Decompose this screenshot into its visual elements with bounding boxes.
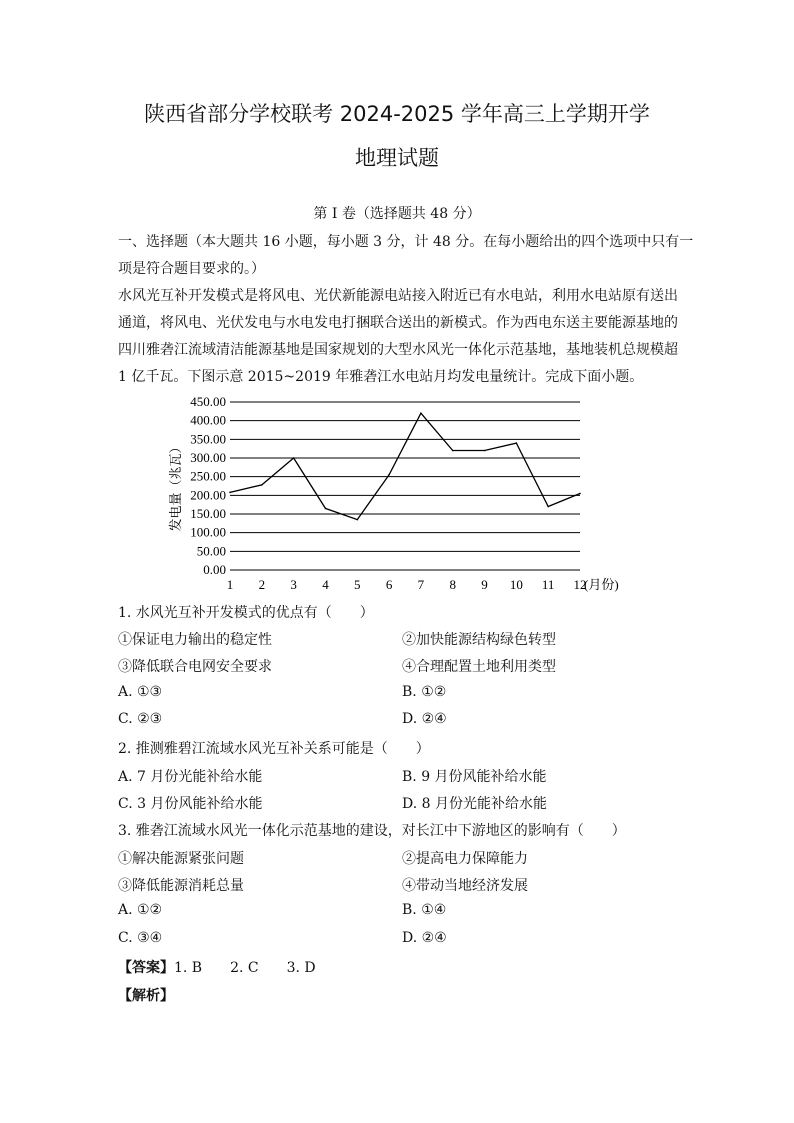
data-point xyxy=(484,450,486,452)
y-axis-label: 发电量（兆瓦） xyxy=(168,440,183,532)
x-tick-label: 6 xyxy=(385,577,393,592)
y-tick-label: 400.00 xyxy=(190,412,226,428)
series-line xyxy=(230,413,580,519)
y-tick-label: 450.00 xyxy=(190,394,226,409)
power-generation-chart xyxy=(160,390,640,600)
y-tick-label: 300.00 xyxy=(190,450,226,465)
passage-line: 通道，将风电、光伏发电与水电发电打捆联合送出的新模式。作为西电东送主要能源基地的 xyxy=(118,315,678,331)
y-tick-label: 250.00 xyxy=(190,468,226,484)
question-3-option-a: A. ①② xyxy=(118,902,163,918)
y-tick-label: 50.00 xyxy=(196,543,226,559)
y-tick-label: 200.00 xyxy=(190,487,226,503)
data-point xyxy=(579,493,581,495)
x-tick-label: 3 xyxy=(290,577,297,592)
y-tick-label: 150.00 xyxy=(190,506,226,521)
analysis-label: 【解析】 xyxy=(118,988,174,1004)
x-tick-label: 10 xyxy=(509,577,523,592)
data-point xyxy=(229,492,231,494)
data-point xyxy=(420,412,422,414)
data-point xyxy=(356,519,358,521)
x-tick-label: 11 xyxy=(541,577,555,592)
question-1-item: ②加快能源结构绿色转型 xyxy=(402,632,556,648)
data-point xyxy=(452,450,454,452)
question-1-option-d: D. ②④ xyxy=(402,711,447,727)
question-3-item: ②提高电力保障能力 xyxy=(402,851,528,867)
question-1-option-b: B. ①② xyxy=(402,684,447,700)
question-3-item: ④带动当地经济发展 xyxy=(402,878,528,894)
document-title-line1: 陕西省部分学校联考 2024-2025 学年高三上学期开学 xyxy=(144,102,650,126)
question-1-item: ③降低联合电网安全要求 xyxy=(118,659,272,675)
x-tick-label: 8 xyxy=(449,577,456,592)
question-3-item: ①解决能源紧张问题 xyxy=(118,851,244,867)
x-tick-label: 12 xyxy=(573,577,587,592)
instructions-line2: 项是符合题目要求的。） xyxy=(118,261,265,277)
question-3-option-d: D. ②④ xyxy=(402,930,447,946)
document-title-line2: 地理试题 xyxy=(355,146,439,170)
question-2-stem: 2. 推测雅碧江流域水风光互补关系可能是（ ） xyxy=(118,741,430,757)
x-tick-label: 2 xyxy=(258,577,266,592)
answer-label: 【答案】 xyxy=(118,960,174,976)
x-axis-unit: (月份) xyxy=(584,577,619,592)
data-point xyxy=(516,442,518,444)
question-3-option-b: B. ①④ xyxy=(402,902,447,918)
y-tick-label: 350.00 xyxy=(190,431,226,447)
data-point xyxy=(547,506,549,508)
section-header: 第 I 卷（选择题共 48 分） xyxy=(313,206,481,222)
answer-line xyxy=(118,957,316,977)
question-2-option-a: A. 7 月份光能补给水能 xyxy=(118,769,263,785)
passage-line: 1 亿千瓦。下图示意 2015~2019 年雅砻江水电站月均发电量统计。完成下面小题。 xyxy=(118,369,644,385)
answer-text: 1. B 2. C 3. D xyxy=(174,960,316,976)
x-tick-label: 7 xyxy=(417,577,425,592)
data-point xyxy=(293,457,295,459)
x-tick-label: 5 xyxy=(354,577,361,592)
question-2-option-d: D. 8 月份光能补给水能 xyxy=(402,796,547,812)
question-1-option-c: C. ②③ xyxy=(118,711,163,727)
x-tick-label: 1 xyxy=(226,577,234,592)
passage-line: 四川雅砻江流域清洁能源基地是国家规划的大型水风光一体化示范基地，基地装机总规模超 xyxy=(118,342,678,358)
passage-line: 水风光互补开发模式是将风电、光伏新能源电站接入附近已有水电站，利用水电站原有送出 xyxy=(118,288,678,304)
instructions-line1: 一、选择题（本大题共 16 小题，每小题 3 分，计 48 分。在每小题给出的四个选项中只有一 xyxy=(118,234,694,250)
question-1-item: ①保证电力输出的稳定性 xyxy=(118,632,272,648)
x-tick-label: 4 xyxy=(322,577,329,592)
x-tick-label: 9 xyxy=(481,577,488,592)
data-point xyxy=(261,484,263,486)
question-3-item: ③降低能源消耗总量 xyxy=(118,878,244,894)
y-tick-label: 0.00 xyxy=(203,562,226,577)
data-point xyxy=(388,474,390,476)
question-1-item: ④合理配置土地利用类型 xyxy=(402,659,556,675)
question-2-option-b: B. 9 月份风能补给水能 xyxy=(402,769,547,785)
question-3-stem: 3. 雅砻江流域水风光一体化示范基地的建设，对长江中下游地区的影响有（ ） xyxy=(118,823,626,839)
question-3-option-c: C. ③④ xyxy=(118,930,163,946)
question-1-stem: 1. 水风光互补开发模式的优点有（ ） xyxy=(118,605,374,621)
data-point xyxy=(325,508,327,510)
question-1-option-a: A. ①③ xyxy=(118,684,163,700)
y-tick-label: 100.00 xyxy=(190,524,226,540)
question-2-option-c: C. 3 月份风能补给水能 xyxy=(118,796,263,812)
